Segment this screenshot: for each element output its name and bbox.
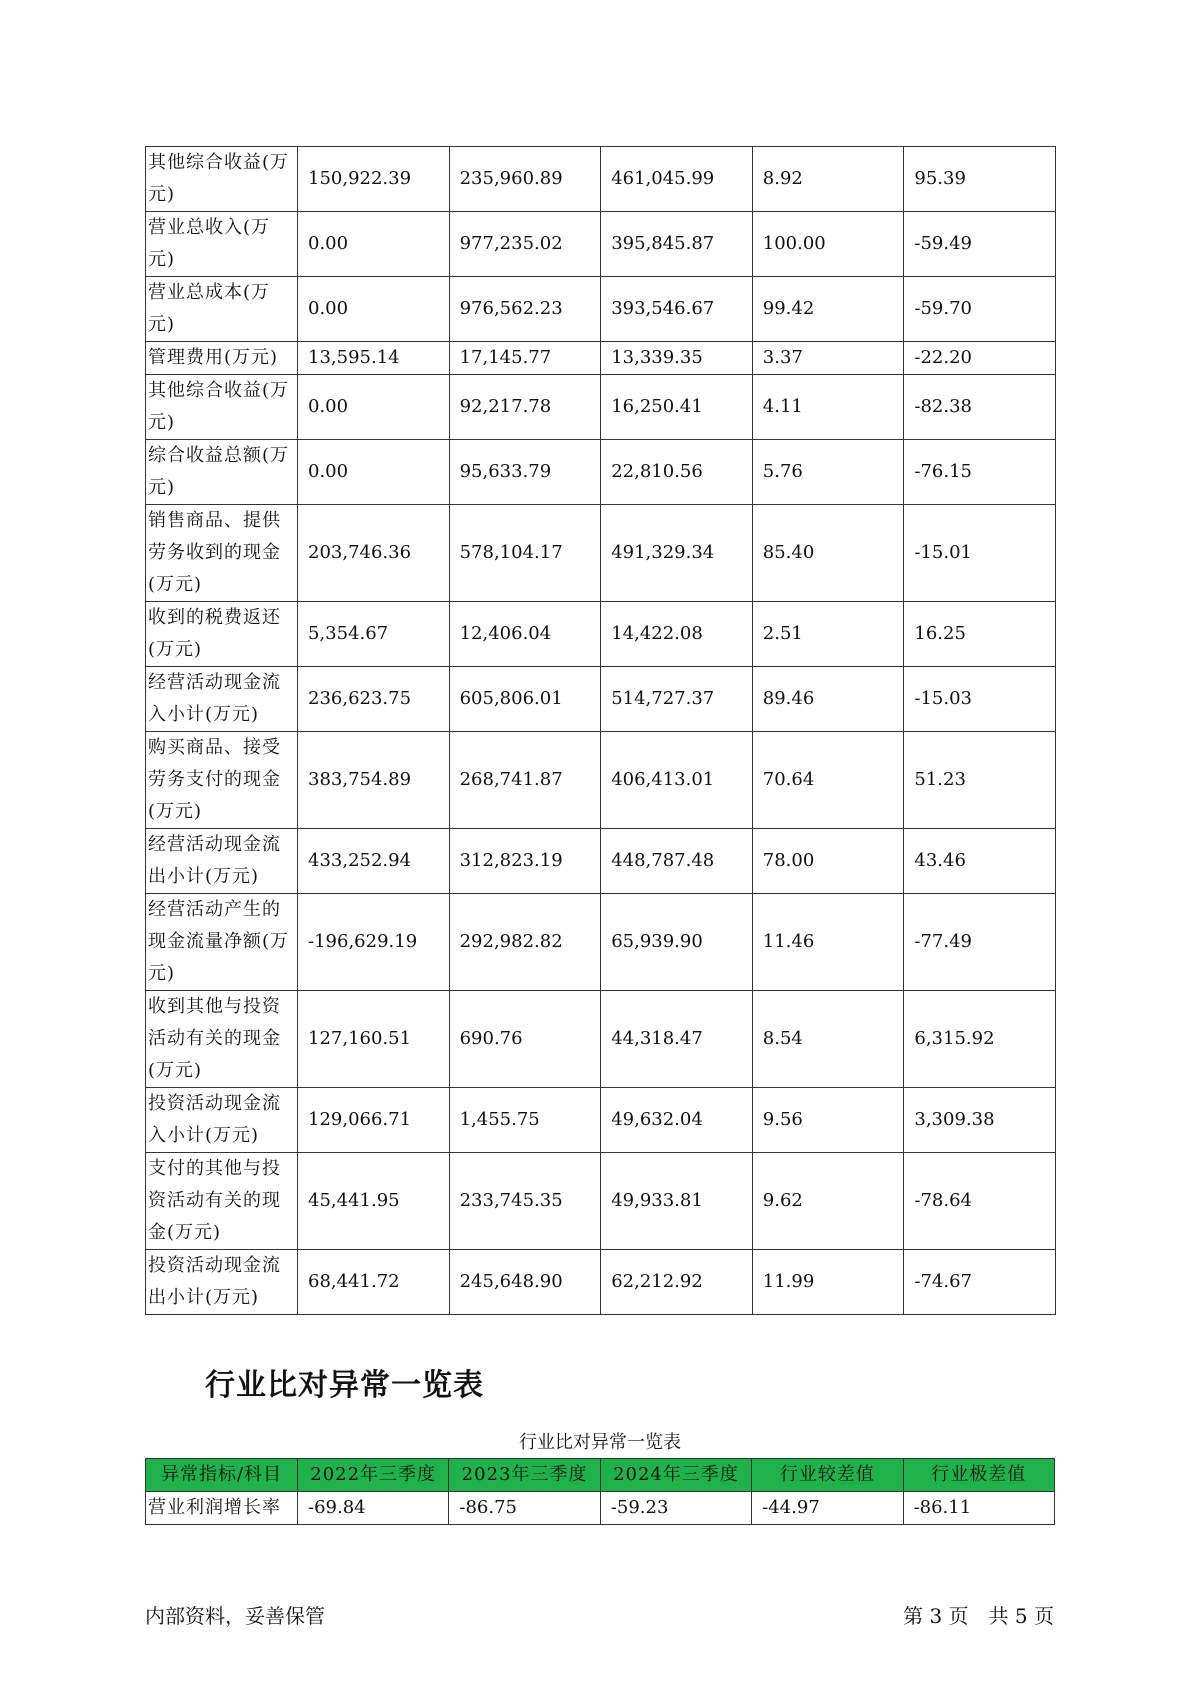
table-cell: 406,413.01 — [601, 732, 753, 829]
industry-comparison-table — [145, 1458, 1055, 1525]
table-cell: 976,562.23 — [449, 277, 601, 342]
table-cell: 393,546.67 — [601, 277, 753, 342]
table-cell: 690.76 — [449, 991, 601, 1088]
table-cell: 2.51 — [752, 602, 904, 667]
table-row — [146, 277, 1056, 342]
row-label: 经营活动产生的现金流量净额(万元) — [146, 894, 298, 991]
table-cell: 12,406.04 — [449, 602, 601, 667]
table-cell: 11.46 — [752, 894, 904, 991]
table-cell: 312,823.19 — [449, 829, 601, 894]
table-cell: 62,212.92 — [601, 1250, 753, 1315]
table-cell: -76.15 — [904, 440, 1056, 505]
table-cell: 0.00 — [298, 277, 450, 342]
table-cell: 5.76 — [752, 440, 904, 505]
table-cell: 22,810.56 — [601, 440, 753, 505]
row-label: 支付的其他与投资活动有关的现金(万元) — [146, 1153, 298, 1250]
table-cell: 433,252.94 — [298, 829, 450, 894]
table-row — [146, 147, 1056, 212]
table-cell: 8.54 — [752, 991, 904, 1088]
table-cell: 448,787.48 — [601, 829, 753, 894]
row-label: 综合收益总额(万元) — [146, 440, 298, 505]
financial-data-table — [145, 146, 1056, 1315]
table-cell: -22.20 — [904, 342, 1056, 375]
table-cell: 9.62 — [752, 1153, 904, 1250]
table-cell: 4.11 — [752, 375, 904, 440]
table-row — [146, 602, 1056, 667]
table-cell: 78.00 — [752, 829, 904, 894]
header-cell: 2023年三季度 — [449, 1459, 600, 1492]
table-cell: 49,933.81 — [601, 1153, 753, 1250]
footer-page-number: 第 3 页 共 5 页 — [903, 1604, 1054, 1628]
header-cell: 行业极差值 — [903, 1459, 1054, 1492]
row-label: 收到其他与投资活动有关的现金(万元) — [146, 991, 298, 1088]
table-cell: 8.92 — [752, 147, 904, 212]
table-caption: 行业比对异常一览表 — [519, 1432, 681, 1453]
table-row — [146, 1088, 1056, 1153]
table-cell: -86.75 — [449, 1492, 600, 1525]
table-cell: 85.40 — [752, 505, 904, 602]
row-label: 营业总收入(万元) — [146, 212, 298, 277]
table-cell: 49,632.04 — [601, 1088, 753, 1153]
table-cell: 292,982.82 — [449, 894, 601, 991]
table-row — [146, 991, 1056, 1088]
table-cell: 68,441.72 — [298, 1250, 450, 1315]
table-cell: 89.46 — [752, 667, 904, 732]
row-label: 营业总成本(万元) — [146, 277, 298, 342]
table-cell: 44,318.47 — [601, 991, 753, 1088]
table-cell: 236,623.75 — [298, 667, 450, 732]
table-row — [146, 667, 1056, 732]
table-cell: 95,633.79 — [449, 440, 601, 505]
header-cell: 异常指标/科目 — [146, 1459, 298, 1492]
table-cell: 11.99 — [752, 1250, 904, 1315]
table-cell: 245,648.90 — [449, 1250, 601, 1315]
table-cell: 5,354.67 — [298, 602, 450, 667]
table-cell: 605,806.01 — [449, 667, 601, 732]
table-cell: -77.49 — [904, 894, 1056, 991]
financial-data-body — [146, 147, 1056, 1315]
table-row — [146, 829, 1056, 894]
table-cell: 578,104.17 — [449, 505, 601, 602]
table-cell: 6,315.92 — [904, 991, 1056, 1088]
table-cell: 235,960.89 — [449, 147, 601, 212]
row-label: 经营活动现金流入小计(万元) — [146, 667, 298, 732]
header-cell: 2024年三季度 — [600, 1459, 751, 1492]
table-row — [146, 894, 1056, 991]
table-cell: 99.42 — [752, 277, 904, 342]
table-row — [146, 375, 1056, 440]
table-cell: 14,422.08 — [601, 602, 753, 667]
table-cell: 13,595.14 — [298, 342, 450, 375]
table-row — [146, 1492, 1055, 1525]
table-row — [146, 732, 1056, 829]
header-cell: 2022年三季度 — [298, 1459, 449, 1492]
table-cell: -86.11 — [903, 1492, 1054, 1525]
row-label: 收到的税费返还(万元) — [146, 602, 298, 667]
table-cell: -15.03 — [904, 667, 1056, 732]
table-cell: 233,745.35 — [449, 1153, 601, 1250]
row-label: 投资活动现金流出小计(万元) — [146, 1250, 298, 1315]
table-row — [146, 342, 1056, 375]
table-cell: 65,939.90 — [601, 894, 753, 991]
header-cell: 行业较差值 — [752, 1459, 903, 1492]
table-cell: 100.00 — [752, 212, 904, 277]
table-cell: 0.00 — [298, 212, 450, 277]
table-cell: 395,845.87 — [601, 212, 753, 277]
table-cell: 0.00 — [298, 375, 450, 440]
table-cell: -69.84 — [298, 1492, 449, 1525]
table-cell: 16.25 — [904, 602, 1056, 667]
table-cell: 383,754.89 — [298, 732, 450, 829]
table-cell: -82.38 — [904, 375, 1056, 440]
table-cell: 1,455.75 — [449, 1088, 601, 1153]
row-label: 销售商品、提供劳务收到的现金(万元) — [146, 505, 298, 602]
table-cell: 129,066.71 — [298, 1088, 450, 1153]
table-row — [146, 212, 1056, 277]
table-cell: 461,045.99 — [601, 147, 753, 212]
table-cell: 16,250.41 — [601, 375, 753, 440]
table-cell: -59.23 — [600, 1492, 751, 1525]
table-cell: -196,629.19 — [298, 894, 450, 991]
table-cell: 0.00 — [298, 440, 450, 505]
table-cell: 70.64 — [752, 732, 904, 829]
table-cell: 491,329.34 — [601, 505, 753, 602]
row-label: 营业利润增长率 — [146, 1492, 298, 1525]
table-cell: -44.97 — [752, 1492, 903, 1525]
table-cell: 51.23 — [904, 732, 1056, 829]
table-cell: -59.49 — [904, 212, 1056, 277]
row-label: 管理费用(万元) — [146, 342, 298, 375]
table-cell: 9.56 — [752, 1088, 904, 1153]
table-cell: 13,339.35 — [601, 342, 753, 375]
row-label: 购买商品、接受劳务支付的现金(万元) — [146, 732, 298, 829]
table-cell: 92,217.78 — [449, 375, 601, 440]
table-header-row — [146, 1459, 1055, 1492]
table-cell: 45,441.95 — [298, 1153, 450, 1250]
table-cell: 514,727.37 — [601, 667, 753, 732]
table-cell: 977,235.02 — [449, 212, 601, 277]
table-cell: 127,160.51 — [298, 991, 450, 1088]
section-heading: 行业比对异常一览表 — [205, 1368, 484, 1403]
table-cell: -78.64 — [904, 1153, 1056, 1250]
table-cell: 203,746.36 — [298, 505, 450, 602]
row-label: 其他综合收益(万元) — [146, 375, 298, 440]
table-cell: -15.01 — [904, 505, 1056, 602]
table-cell: 17,145.77 — [449, 342, 601, 375]
row-label: 其他综合收益(万元) — [146, 147, 298, 212]
table-row — [146, 440, 1056, 505]
table-cell: 3,309.38 — [904, 1088, 1056, 1153]
table-cell: -59.70 — [904, 277, 1056, 342]
row-label: 经营活动现金流出小计(万元) — [146, 829, 298, 894]
table-row — [146, 1153, 1056, 1250]
table-cell: 43.46 — [904, 829, 1056, 894]
table-cell: 268,741.87 — [449, 732, 601, 829]
table-row — [146, 505, 1056, 602]
table-cell: 3.37 — [752, 342, 904, 375]
table-cell: 150,922.39 — [298, 147, 450, 212]
row-label: 投资活动现金流入小计(万元) — [146, 1088, 298, 1153]
table-row — [146, 1250, 1056, 1315]
table-cell: 95.39 — [904, 147, 1056, 212]
footer-confidential-note: 内部资料，妥善保管 — [145, 1604, 325, 1628]
table-cell: -74.67 — [904, 1250, 1056, 1315]
